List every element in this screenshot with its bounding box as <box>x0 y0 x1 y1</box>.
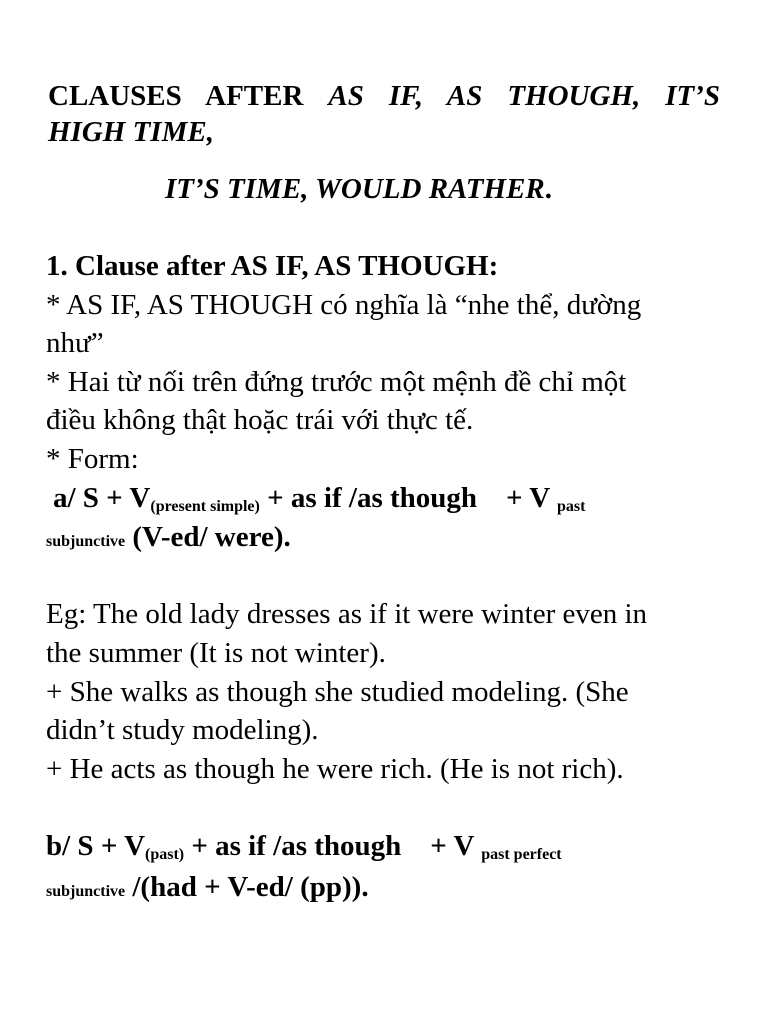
title-line-2: HIGH TIME, <box>48 116 214 148</box>
form-b-subjunctive: subjunctive <box>46 883 126 900</box>
example-2-line-2: didn’t study modeling). <box>46 714 319 746</box>
title-line-1 <box>48 78 720 114</box>
example-2-line-1: + She walks as though she studied modeling. (She <box>46 676 629 708</box>
example-3-line-1: + He acts as though he were rich. (He is not rich). <box>46 753 624 785</box>
form-a-sub-2: past <box>556 498 586 515</box>
bullet-2-line-2: điều không thật hoặc trái với thực tế. <box>46 404 474 436</box>
form-b-sub-2: past perfect <box>481 846 562 863</box>
form-a-subjunctive: subjunctive <box>46 533 126 550</box>
bullet-1-line-2: như” <box>46 327 104 359</box>
form-a-line-2 <box>46 518 291 561</box>
title-italic-part: AS IF, AS THOUGH, IT’S <box>328 80 720 112</box>
form-label: * Form: <box>46 443 139 475</box>
form-b-sub-1: (past) <box>145 846 185 863</box>
form-b-line-1 <box>46 827 562 874</box>
example-1-line-2: the summer (It is not winter). <box>46 637 386 669</box>
example-1-line-1: Eg: The old lady dresses as if it were winter even in <box>46 598 648 630</box>
form-b-prefix: b/ S + V <box>46 830 146 862</box>
title-line-3-end: . <box>544 173 553 205</box>
form-a-prefix: a/ S + V <box>53 482 151 514</box>
form-a-end: (V-ed/ were). <box>125 521 291 553</box>
form-b-line-2 <box>46 868 369 911</box>
form-b-middle: + as if /as though + V <box>184 830 482 862</box>
form-a-middle: + as if /as though + V <box>259 482 557 514</box>
section-1-heading: 1. Clause after AS IF, AS THOUGH: <box>46 250 499 282</box>
form-a-sub-1: (present simple) <box>150 498 260 515</box>
title-normal-part: CLAUSES AFTER <box>48 80 329 112</box>
title-line-3 <box>165 171 552 207</box>
title-line-3-italic: IT’S TIME, WOULD RATHER <box>165 173 545 205</box>
bullet-2-line-1: * Hai từ nối trên đứng trước một mệnh đề chỉ một <box>46 366 627 398</box>
form-b-end: /(had + V-ed/ (pp)). <box>125 871 369 903</box>
bullet-1-line-1: * AS IF, AS THOUGH có nghĩa là “nhe thể, dường <box>46 289 642 321</box>
